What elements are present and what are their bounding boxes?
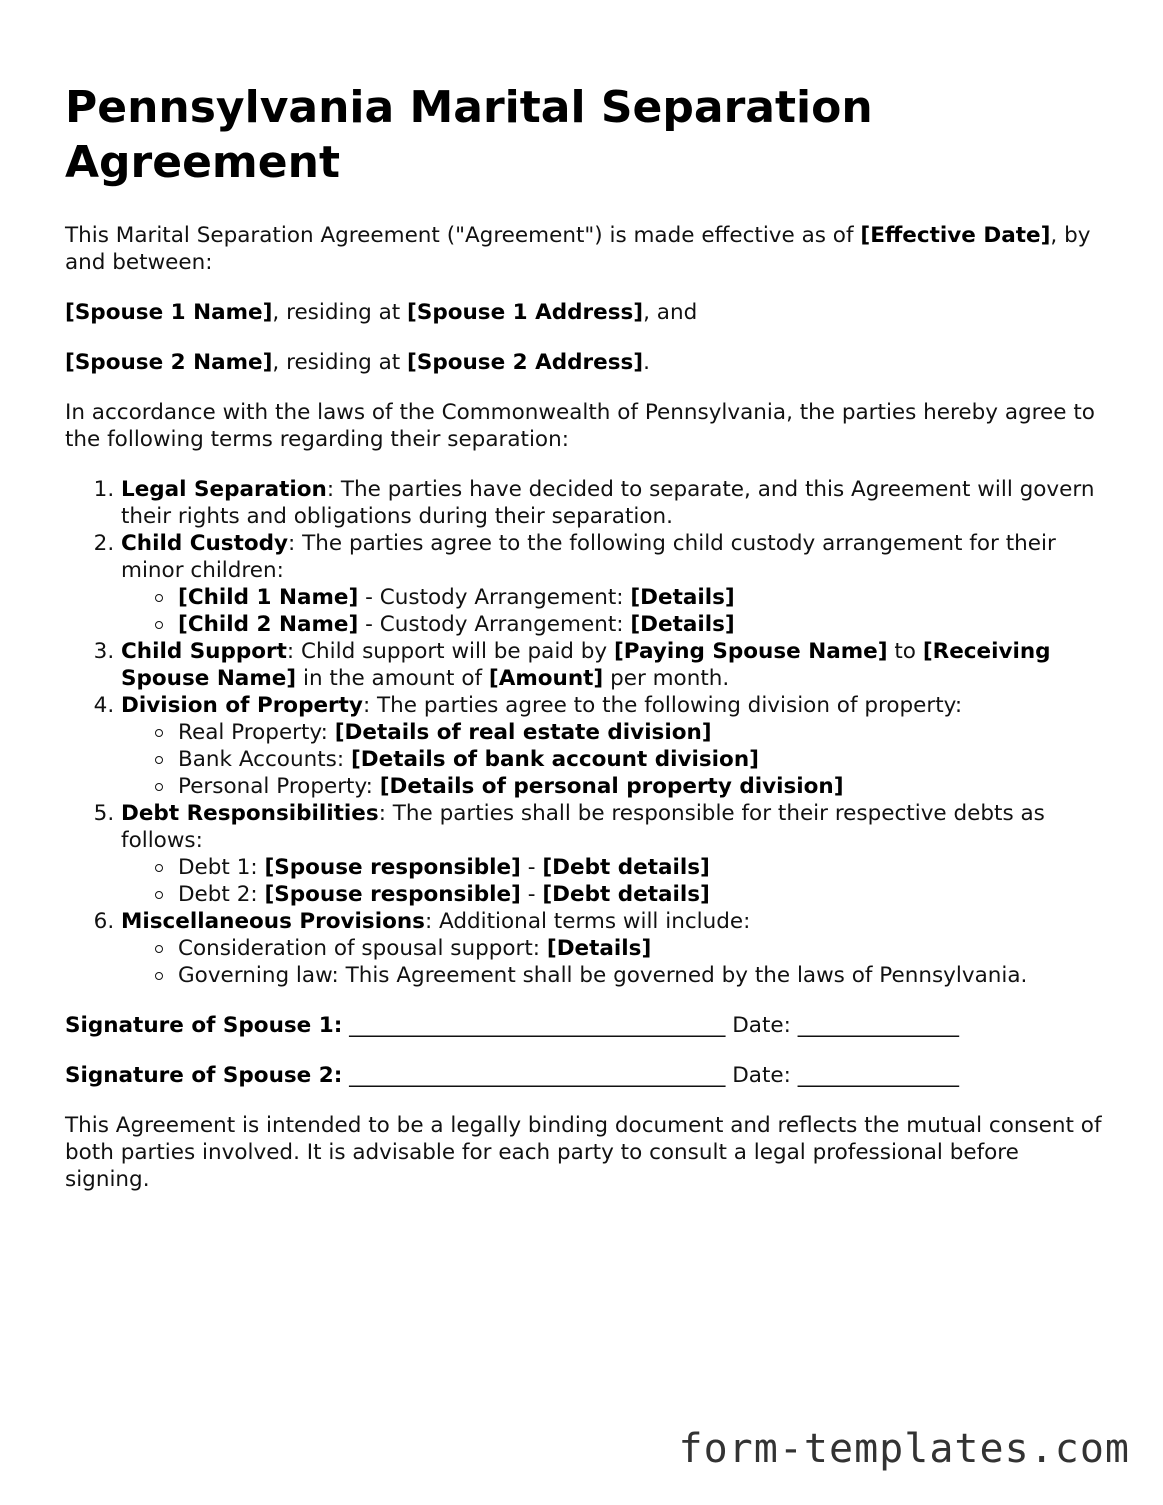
term-child-support: [121, 638, 1110, 692]
list-item: [153, 854, 1110, 881]
signature-label: Signature of Spouse 1:: [65, 1013, 343, 1038]
real-property-label: Real Property:: [178, 720, 335, 745]
misc-sublist: [121, 935, 1110, 989]
spouse2-period-text: .: [643, 350, 650, 375]
list-item: [153, 773, 1110, 800]
date-label: Date:: [732, 1013, 798, 1038]
signature-line-spouse2: [65, 1062, 1110, 1089]
personal-property-placeholder: [Details of personal property division]: [379, 774, 844, 799]
spouse1-and-text: , and: [643, 300, 698, 325]
spouse-responsible-placeholder: [Spouse responsible]: [264, 882, 521, 907]
property-sublist: [121, 719, 1110, 800]
term-heading: Child Custody: [121, 531, 289, 556]
details-placeholder: [Details]: [546, 936, 652, 961]
spouse1-line: [65, 299, 1110, 326]
signature-blank[interactable]: ___________________________________: [342, 1013, 733, 1038]
custody-label: - Custody Arrangement:: [358, 612, 631, 637]
date-label: Date:: [732, 1063, 798, 1088]
term-heading: Legal Separation: [121, 477, 327, 502]
effective-date-placeholder: [Effective Date]: [860, 223, 1051, 248]
list-item: [153, 935, 1110, 962]
term-text: : The parties agree to the following division of property:: [362, 693, 963, 718]
term-legal-separation: [121, 476, 1110, 530]
spousal-support-label: Consideration of spousal support:: [178, 936, 547, 961]
spouse2-address-placeholder: [Spouse 2 Address]: [407, 350, 644, 375]
spouse1-name-placeholder: [Spouse 1 Name]: [65, 300, 273, 325]
spouse2-name-placeholder: [Spouse 2 Name]: [65, 350, 273, 375]
bank-accounts-placeholder: [Details of bank account division]: [350, 747, 759, 772]
list-item: [153, 584, 1110, 611]
intro-paragraph: [65, 222, 1110, 276]
spouse1-residing-text: , residing at: [272, 300, 408, 325]
accordance-paragraph: In accordance with the laws of the Commonwealth of Pennsylvania, the parties hereby agree to the following terms regarding their separation:: [65, 400, 1095, 452]
date-blank[interactable]: _______________: [797, 1063, 959, 1088]
separator: -: [520, 882, 543, 907]
list-item: [153, 611, 1110, 638]
custody-label: - Custody Arrangement:: [358, 585, 631, 610]
page-title: Pennsylvania Marital Separation Agreement: [65, 82, 873, 188]
debt-details-placeholder: [Debt details]: [542, 855, 710, 880]
intro-text: This Marital Separation Agreement ("Agreement") is made effective as of: [65, 223, 861, 248]
term-text: : The parties have decided to separate, and this Agreement will govern their rights and obligations during their separation.: [121, 477, 1095, 529]
signature-line-spouse1: [65, 1012, 1110, 1039]
real-property-placeholder: [Details of real estate division]: [334, 720, 712, 745]
details-placeholder: [Details]: [630, 585, 735, 610]
separator: -: [520, 855, 543, 880]
debt-details-placeholder: [Debt details]: [542, 882, 710, 907]
closing-paragraph: This Agreement is intended to be a legally binding document and reflects the mutual consent of both parties involved. It is advisable for each party to consult a legal professional before signing.: [65, 1113, 1102, 1192]
debt2-label: Debt 2:: [178, 882, 265, 907]
list-item: [153, 881, 1110, 908]
term-heading: Miscellaneous Provisions: [121, 909, 425, 934]
term-debt-responsibilities: [121, 800, 1110, 908]
signature-blank[interactable]: ___________________________________: [342, 1063, 733, 1088]
personal-property-label: Personal Property:: [178, 774, 380, 799]
term-heading: Debt Responsibilities: [121, 801, 379, 826]
spouse-responsible-placeholder: [Spouse responsible]: [264, 855, 521, 880]
term-text: : The parties agree to the following child custody arrangement for their minor children:: [121, 531, 1056, 583]
child2-name-placeholder: [Child 2 Name]: [178, 612, 359, 637]
term-text: per month.: [603, 666, 730, 691]
debt1-label: Debt 1:: [178, 855, 265, 880]
spouse2-residing-text: , residing at: [272, 350, 408, 375]
term-text: to: [887, 639, 923, 664]
list-item: [153, 746, 1110, 773]
list-item: [153, 719, 1110, 746]
term-text: in the amount of: [296, 666, 489, 691]
list-item: Governing law: This Agreement shall be governed by the laws of Pennsylvania.: [153, 962, 1110, 989]
custody-sublist: [121, 584, 1110, 638]
details-placeholder: [Details]: [630, 612, 735, 637]
term-miscellaneous-provisions: [121, 908, 1110, 989]
term-heading: Division of Property: [121, 693, 363, 718]
term-division-of-property: [121, 692, 1110, 800]
term-heading: Child Support: [121, 639, 287, 664]
signature-label: Signature of Spouse 2:: [65, 1063, 343, 1088]
paying-spouse-placeholder: [Paying Spouse Name]: [613, 639, 888, 664]
terms-list: [65, 476, 1110, 989]
date-blank[interactable]: _______________: [797, 1013, 959, 1038]
term-child-custody: [121, 530, 1110, 638]
intro-text-end: , by and between:: [65, 223, 1091, 275]
spouse2-line: [65, 349, 1110, 376]
term-text: : Additional terms will include:: [424, 909, 751, 934]
term-text: : The parties shall be responsible for their respective debts as follows:: [121, 801, 1045, 853]
receiving-spouse-placeholder: [Receiving Spouse Name]: [121, 639, 1051, 691]
child1-name-placeholder: [Child 1 Name]: [178, 585, 359, 610]
debt-sublist: [121, 854, 1110, 908]
amount-placeholder: [Amount]: [488, 666, 604, 691]
document-page: [65, 80, 1110, 1216]
term-text: : Child support will be paid by: [286, 639, 614, 664]
bank-accounts-label: Bank Accounts:: [178, 747, 351, 772]
spouse1-address-placeholder: [Spouse 1 Address]: [407, 300, 644, 325]
watermark-brand: form-templates.com: [678, 1426, 1130, 1472]
